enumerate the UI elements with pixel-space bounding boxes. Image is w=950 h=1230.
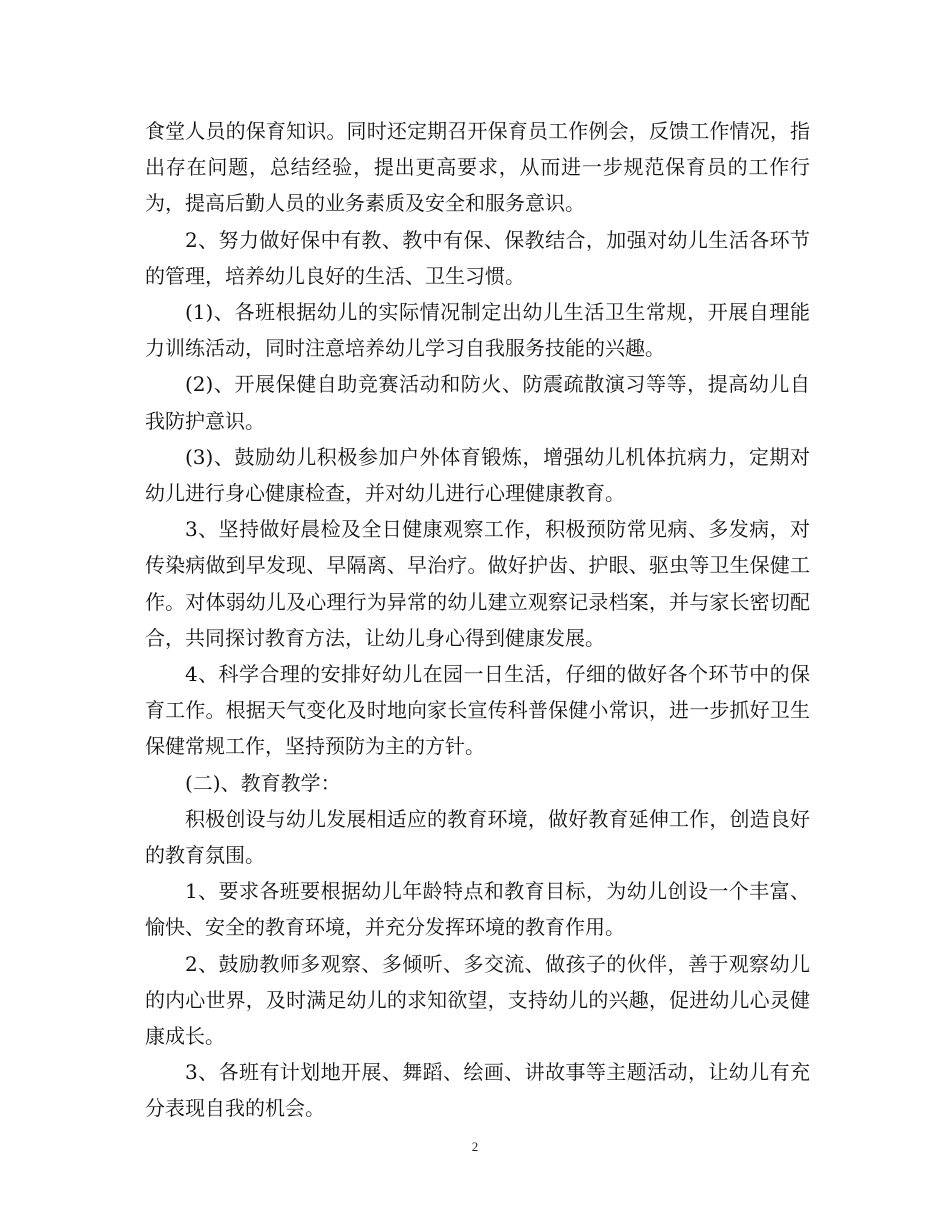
document-body — [145, 113, 810, 1127]
paragraph-11: 2、鼓励教师多观察、多倾听、多交流、做孩子的伙伴，善于观察幼儿的内心世界，及时满足幼儿的求知欲望，支持幼儿的兴趣，促进幼儿心灵健康成长。 — [145, 951, 810, 1049]
paragraph-6: 3、坚持做好晨检及全日健康观察工作，积极预防常见病、多发病，对传染病做到早发现、早隔离、早治疗。做好护齿、护眼、驱虫等卫生保健工作。对体弱幼儿及心理行为异常的幼儿建立观察记录档案，并与家长密切配合，共同探讨教育方法，让幼儿身心得到健康发展。 — [145, 517, 810, 650]
paragraph-7: 4、科学合理的安排好幼儿在园一日生活，仔细的做好各个环节中的保育工作。根据天气变化及时地向家长宣传科普保健小常识，进一步抓好卫生保健常规工作，坚持预防为主的方针。 — [145, 662, 810, 759]
paragraph-1: 食堂人员的保育知识。同时还定期召开保育员工作例会，反馈工作情况，指出存在问题，总结经验，提出更高要求，从而进一步规范保育员的工作行为，提高后勤人员的业务素质及安全和服务意识。 — [145, 119, 810, 216]
section-heading-education: (二)、教育教学： — [185, 770, 341, 795]
paragraph-9: 积极创设与幼儿发展相适应的教育环境，做好教育延伸工作，创造良好的教育氛围。 — [145, 806, 810, 868]
paragraph-5: (3)、鼓励幼儿积极参加户外体育锻炼，增强幼儿机体抗病力，定期对幼儿进行身心健康检查，并对幼儿进行心理健康教育。 — [145, 444, 810, 506]
page-number: 2 — [471, 1139, 479, 1154]
paragraph-10: 1、要求各班要根据幼儿年龄特点和教育目标，为幼儿创设一个丰富、愉快、安全的教育环境，并充分发挥环境的教育作用。 — [145, 879, 810, 940]
paragraph-3: (1)、各班根据幼儿的实际情况制定出幼儿生活卫生常规，开展自理能力训练活动，同时注意培养幼儿学习自我服务技能的兴趣。 — [145, 300, 810, 361]
paragraph-2: 2、努力做好保中有教、教中有保、保教结合，加强对幼儿生活各环节的管理，培养幼儿良好的生活、卫生习惯。 — [145, 227, 810, 288]
paragraph-12: 3、各班有计划地开展、舞蹈、绘画、讲故事等主题活动，让幼儿有充分表现自我的机会。 — [145, 1060, 810, 1121]
paragraph-4: (2)、开展保健自助竞赛活动和防火、防震疏散演习等等，提高幼儿自我防护意识。 — [145, 372, 810, 433]
